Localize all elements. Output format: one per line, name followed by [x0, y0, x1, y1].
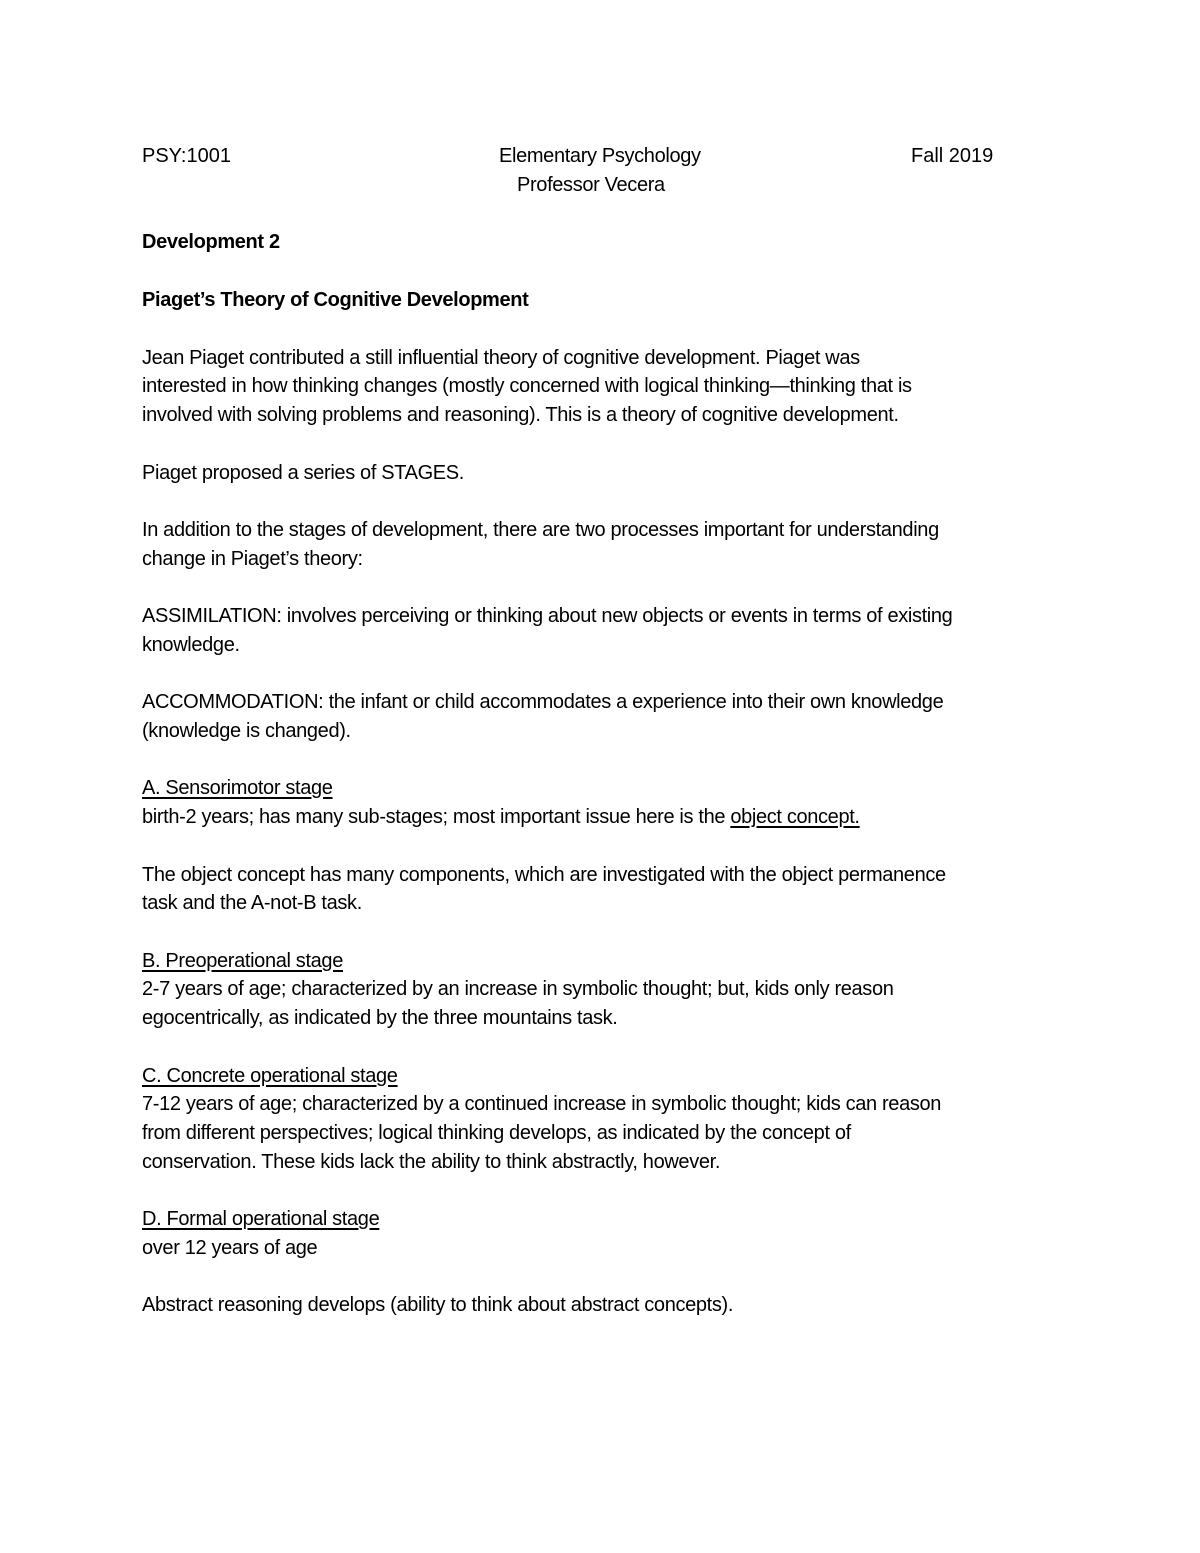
object-concept-term: object concept [730, 806, 855, 828]
stage-b-heading: B. Preoperational stage [142, 950, 343, 972]
processes-line: change in Piaget’s theory: [142, 548, 363, 570]
closing-statement: Abstract reasoning develops (ability to think about abstract concepts). [142, 1294, 734, 1316]
section-title: Development 2 [142, 231, 280, 253]
processes-line: In addition to the stages of development, there are two processes important for understanding [142, 519, 939, 541]
stage-b-line: egocentrically, as indicated by the three mountains task. [142, 1007, 618, 1029]
stage-a-text-prefix: birth-2 years; has many sub-stages; most important issue here is the [142, 806, 731, 828]
stages-intro: Piaget proposed a series of STAGES. [142, 462, 464, 484]
stage-c-line: conservation. These kids lack the ability to think abstractly, however. [142, 1151, 721, 1173]
intro-line: involved with solving problems and reasoning). This is a theory of cognitive development. [142, 404, 899, 426]
stage-d-line: over 12 years of age [142, 1237, 318, 1259]
assimilation-line: ASSIMILATION: involves perceiving or thinking about new objects or events in terms of existing [142, 605, 953, 627]
stage-c-line: from different perspectives; logical thinking develops, as indicated by the concept of [142, 1122, 851, 1144]
accommodation-line: (knowledge is changed). [142, 720, 351, 742]
course-code: PSY:1001 [142, 145, 231, 167]
stage-a-text [142, 803, 860, 832]
subtitle: Piaget’s Theory of Cognitive Development [142, 289, 529, 311]
object-concept-line: task and the A-not-B task. [142, 892, 362, 914]
object-concept-line: The object concept has many components, which are investigated with the object permanence [142, 864, 946, 886]
stage-a-heading: A. Sensorimotor stage [142, 777, 333, 799]
stage-c-heading: C. Concrete operational stage [142, 1065, 398, 1087]
assimilation-line: knowledge. [142, 634, 240, 656]
professor-name: Professor Vecera [517, 174, 665, 196]
accommodation-line: ACCOMMODATION: the infant or child accommodates a experience into their own knowledge [142, 691, 944, 713]
stage-c-line: 7-12 years of age; characterized by a continued increase in symbolic thought; kids can reason [142, 1093, 942, 1115]
stage-d-heading: D. Formal operational stage [142, 1208, 380, 1230]
intro-line: interested in how thinking changes (mostly concerned with logical thinking—thinking that is [142, 375, 912, 397]
stage-b-line: 2-7 years of age; characterized by an increase in symbolic thought; but, kids only reason [142, 978, 894, 1000]
term: Fall 2019 [911, 145, 994, 167]
stage-a-text-suffix: . [854, 806, 860, 828]
intro-line: Jean Piaget contributed a still influential theory of cognitive development. Piaget was [142, 347, 860, 369]
course-name: Elementary Psychology [499, 145, 701, 167]
